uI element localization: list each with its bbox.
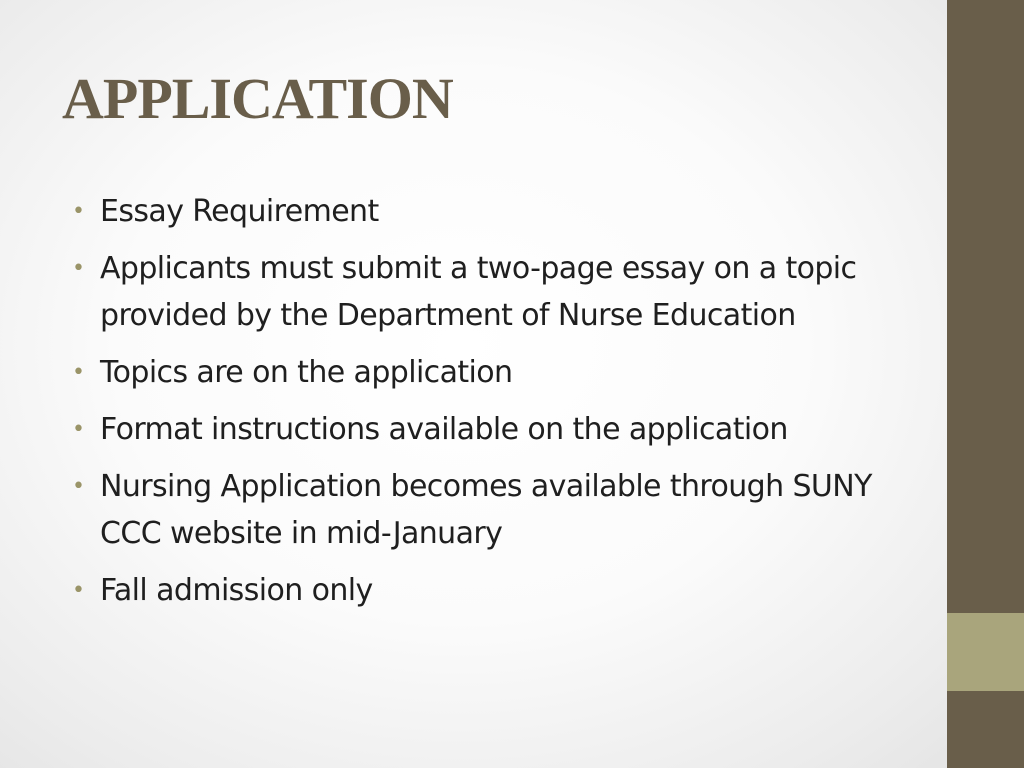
bullet-dot-icon: • [72,474,85,499]
bullet-dot-icon: • [72,578,85,603]
bullet-text: Applicants must submit a two-page essay on a topic provided by the Department of Nurse Education [100,251,857,333]
bullet-dot-icon: • [72,360,85,385]
bullet-list [72,188,892,624]
bullet-text: Fall admission only [100,573,373,608]
bullet-item [72,567,892,614]
bullet-item [72,349,892,396]
bullet-text: Topics are on the application [100,355,513,390]
bullet-text: Nursing Application becomes available through SUNY CCC website in mid-January [100,469,872,551]
bullet-item [72,406,892,453]
bullet-text: Format instructions available on the application [100,412,788,447]
bullet-dot-icon: • [72,199,85,224]
side-accent-block [947,613,1024,691]
bullet-item [72,463,892,557]
bullet-item [72,245,892,339]
bullet-text: Essay Requirement [100,194,379,229]
bullet-dot-icon: • [72,417,85,442]
bullet-item [72,188,892,235]
slide-title: APPLICATION [62,66,453,131]
bullet-dot-icon: • [72,256,85,281]
